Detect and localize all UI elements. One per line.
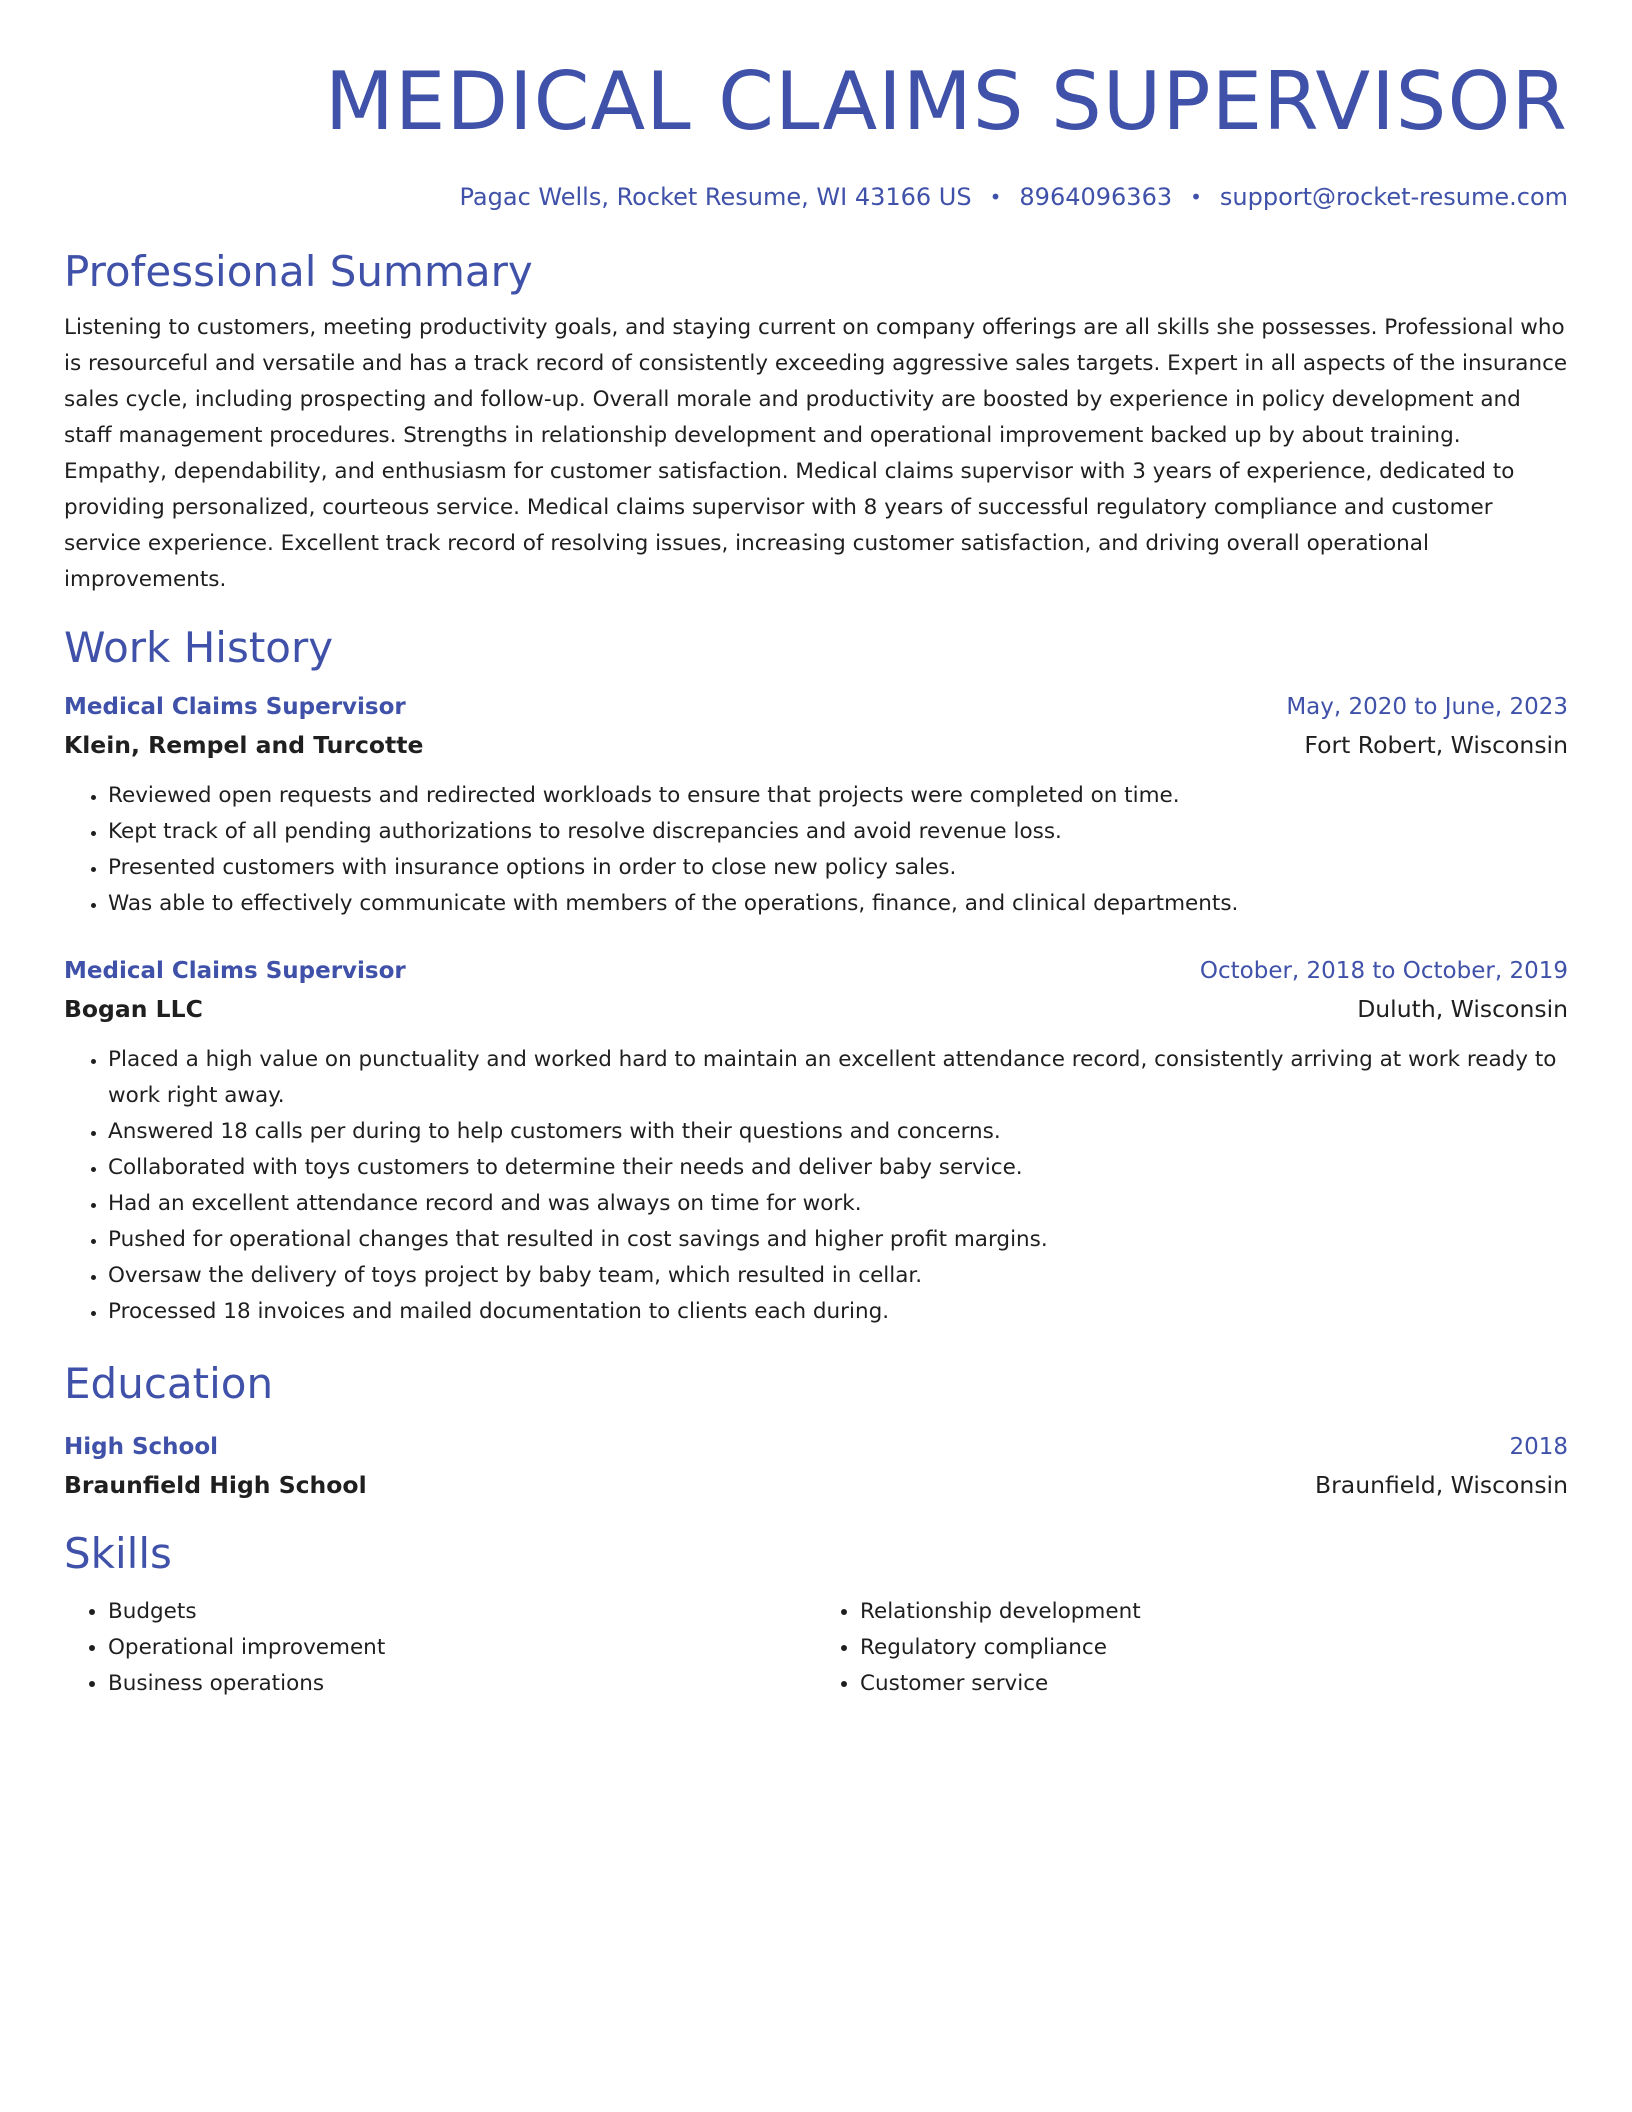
skills-column-right	[816, 1594, 1568, 1702]
job-company: Bogan LLC	[64, 995, 203, 1023]
skills-section	[64, 1526, 1568, 1702]
job-bullet: • Was able to effectively communicate with members of the operations, finance, and clinical departments.	[108, 886, 1568, 922]
work-history-heading: Work History	[64, 623, 334, 672]
skills-column-left	[64, 1594, 816, 1702]
job-dates: May, 2020 to June, 2023	[1286, 694, 1568, 720]
education-section	[64, 1356, 1568, 1504]
resume-header	[64, 0, 1568, 214]
job-bullet: • Placed a high value on punctuality and worked hard to maintain an excellent attendance record, consistently arriving at work ready to work right away.	[108, 1042, 1568, 1114]
skill-item: • Operational improvement	[108, 1630, 816, 1666]
contact-line	[64, 180, 1568, 214]
skill-item: • Business operations	[108, 1666, 816, 1702]
contact-separator: •	[1190, 185, 1202, 209]
job-bullet: • Reviewed open requests and redirected workloads to ensure that projects were completed on time.	[108, 778, 1568, 814]
job-bullet: • Had an excellent attendance record and was always on time for work.	[108, 1186, 1568, 1222]
job-bullet: • Pushed for operational changes that resulted in cost savings and higher profit margins.	[108, 1222, 1568, 1258]
job-company-row	[64, 726, 1568, 764]
job-bullet: • Kept track of all pending authorizations to resolve discrepancies and avoid revenue loss.	[108, 814, 1568, 850]
job-title-row	[64, 688, 1568, 726]
skill-item: • Regulatory compliance	[860, 1630, 1568, 1666]
education-location: Braunfield, Wisconsin	[1315, 1471, 1568, 1499]
job-title: Medical Claims Supervisor	[64, 958, 406, 984]
education-school-row	[64, 1466, 1568, 1504]
summary-text: Listening to customers, meeting productivity goals, and staying current on company offerings are all skills she possesses. Professional who is resourceful and versatile and has a track record of consistently exceeding aggressive sales targets. Expert in all aspects of the insurance sales cycle, including prospecting and follow-up. Overall morale and productivity are boosted by experience in policy development and staff management procedures. Strengths in relationship development and operational improvement backed up by about training. Empathy, dependability, and enthusiasm for customer satisfaction. Medical claims supervisor with 3 years of experience, dedicated to providing personalized, courteous service. Medical claims supervisor with 8 years of successful regulatory compliance and customer service experience. Excellent track record of resolving issues, increasing customer satisfaction, and driving overall operational improvements.	[64, 315, 1568, 592]
summary-heading: Professional Summary	[64, 247, 533, 296]
contact-separator: •	[989, 185, 1002, 209]
skills-grid	[64, 1594, 1568, 1702]
job-bullet: • Presented customers with insurance options in order to close new policy sales.	[108, 850, 1568, 886]
job-dates: October, 2018 to October, 2019	[1199, 958, 1568, 984]
job-bullet: • Processed 18 invoices and mailed documentation to clients each during.	[108, 1294, 1568, 1330]
job-location: Duluth, Wisconsin	[1357, 995, 1568, 1023]
skills-heading: Skills	[64, 1529, 172, 1578]
education-school: Braunfield High School	[64, 1471, 367, 1499]
contact-email: support@rocket-resume.com	[1219, 183, 1568, 211]
education-degree-row	[64, 1428, 1568, 1466]
job-bullet: • Answered 18 calls per during to help customers with their questions and concerns.	[108, 1114, 1568, 1150]
job-bullet: • Collaborated with toys customers to determine their needs and deliver baby service.	[108, 1150, 1568, 1186]
job-company-row	[64, 990, 1568, 1028]
contact-phone: 8964096363	[1019, 183, 1173, 211]
education-entry	[64, 1428, 1568, 1504]
job-entry	[64, 688, 1568, 922]
job-title: Medical Claims Supervisor	[64, 694, 406, 720]
skill-item: • Customer service	[860, 1666, 1568, 1702]
education-heading: Education	[64, 1359, 274, 1408]
education-year: 2018	[1509, 1434, 1568, 1460]
job-company: Klein, Rempel and Turcotte	[64, 731, 424, 759]
job-location: Fort Robert, Wisconsin	[1304, 731, 1568, 759]
skill-item: • Budgets	[108, 1594, 816, 1630]
job-title-row	[64, 952, 1568, 990]
job-bullets	[64, 778, 1568, 922]
work-history-section	[64, 620, 1568, 1330]
job-bullets	[64, 1042, 1568, 1330]
summary-section	[64, 244, 1568, 598]
job-bullet: • Oversaw the delivery of toys project by baby team, which resulted in cellar.	[108, 1258, 1568, 1294]
job-entry	[64, 952, 1568, 1330]
contact-address: Pagac Wells, Rocket Resume, WI 43166 US	[459, 183, 972, 211]
education-degree: High School	[64, 1434, 219, 1460]
skill-item: • Relationship development	[860, 1594, 1568, 1630]
resume-title: MEDICAL CLAIMS SUPERVISOR	[324, 55, 1568, 148]
